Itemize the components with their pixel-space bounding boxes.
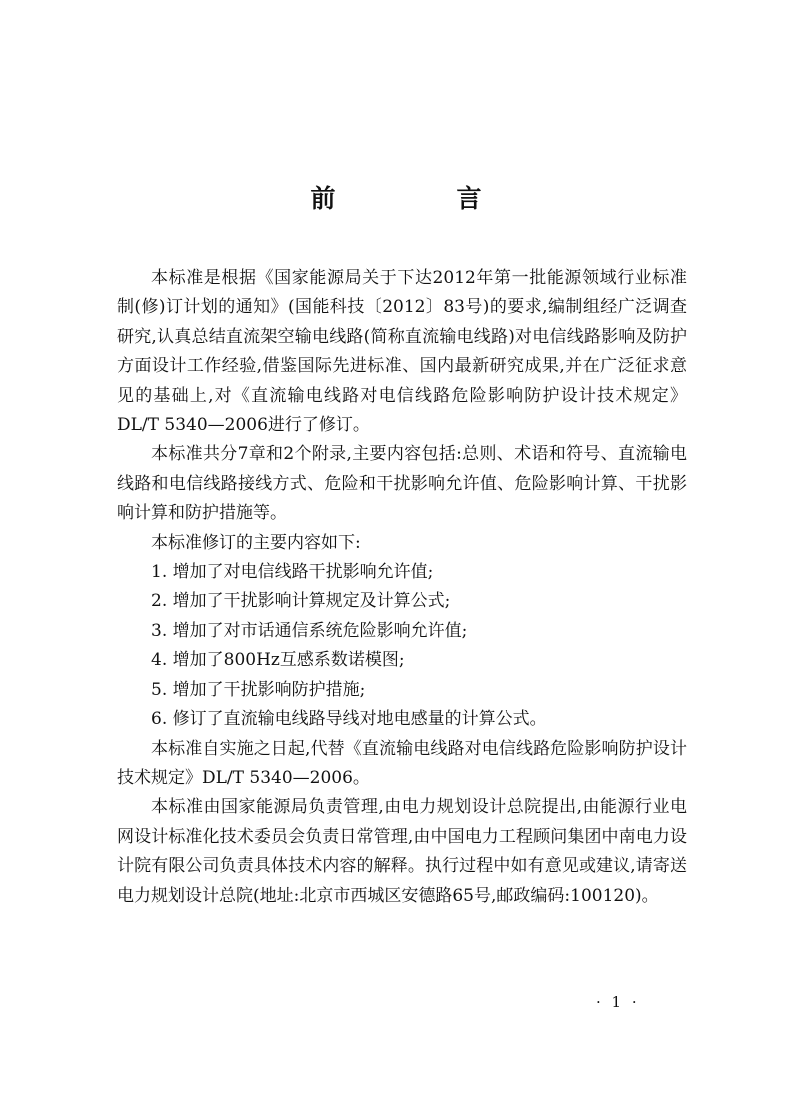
revision-item: 2. 增加了干扰影响计算规定及计算公式; <box>151 591 451 612</box>
paragraph-revisions-intro: 本标准修订的主要内容如下: <box>151 532 361 553</box>
revision-item: 3. 增加了对市话通信系统危险影响允许值; <box>151 620 468 641</box>
revision-item: 1. 增加了对电信线路干扰影响允许值; <box>151 562 434 583</box>
revision-item: 5. 增加了干扰影响防护措施; <box>151 679 366 700</box>
paragraph-replacement: 本标准自实施之日起,代替《直流输电线路对电信线路危险影响防护设计技术规定》DL/T 5340—2006。 <box>117 738 687 788</box>
paragraph-management: 本标准由国家能源局负责管理,由电力规划设计总院提出,由能源行业电网设计标准化技术委员会负责日常管理,由中国电力工程顾问集团中南电力设计院有限公司负责具体技术内容的解释。执行过程中如有意见或建议,请寄送电力规划设计总院(地址:北京市西城区安德路65号,邮政编码:100120)。 <box>117 797 687 906</box>
page-number: · 1 · <box>596 993 640 1011</box>
page-title: 前 言 <box>310 184 530 213</box>
paragraph-contents: 本标准共分7章和2个附录,主要内容包括:总则、术语和符号、直流输电线路和电信线路接线方式、危险和干扰影响允许值、危险影响计算、干扰影响计算和防护措施等。 <box>117 444 687 524</box>
body-text <box>117 264 687 911</box>
paragraph-basis: 本标准是根据《国家能源局关于下达2012年第一批能源领域行业标准制(修)订计划的通知》(国能科技〔2012〕83号)的要求,编制组经广泛调查研究,认真总结直流架空输电线路(简称直流输电线路)对电信线路影响及防护方面设计工作经验,借鉴国际先进标准、国内最新研究成果,并在广泛征求意见的基础上,对《直流输电线路对电信线路危险影响防护设计技术规定》DL/T 5340—2006进行了修订。 <box>117 268 687 436</box>
revision-item: 6. 修订了直流输电线路导线对地电感量的计算公式。 <box>151 709 547 730</box>
revision-item: 4. 增加了800Hz互感系数诺模图; <box>151 650 405 671</box>
